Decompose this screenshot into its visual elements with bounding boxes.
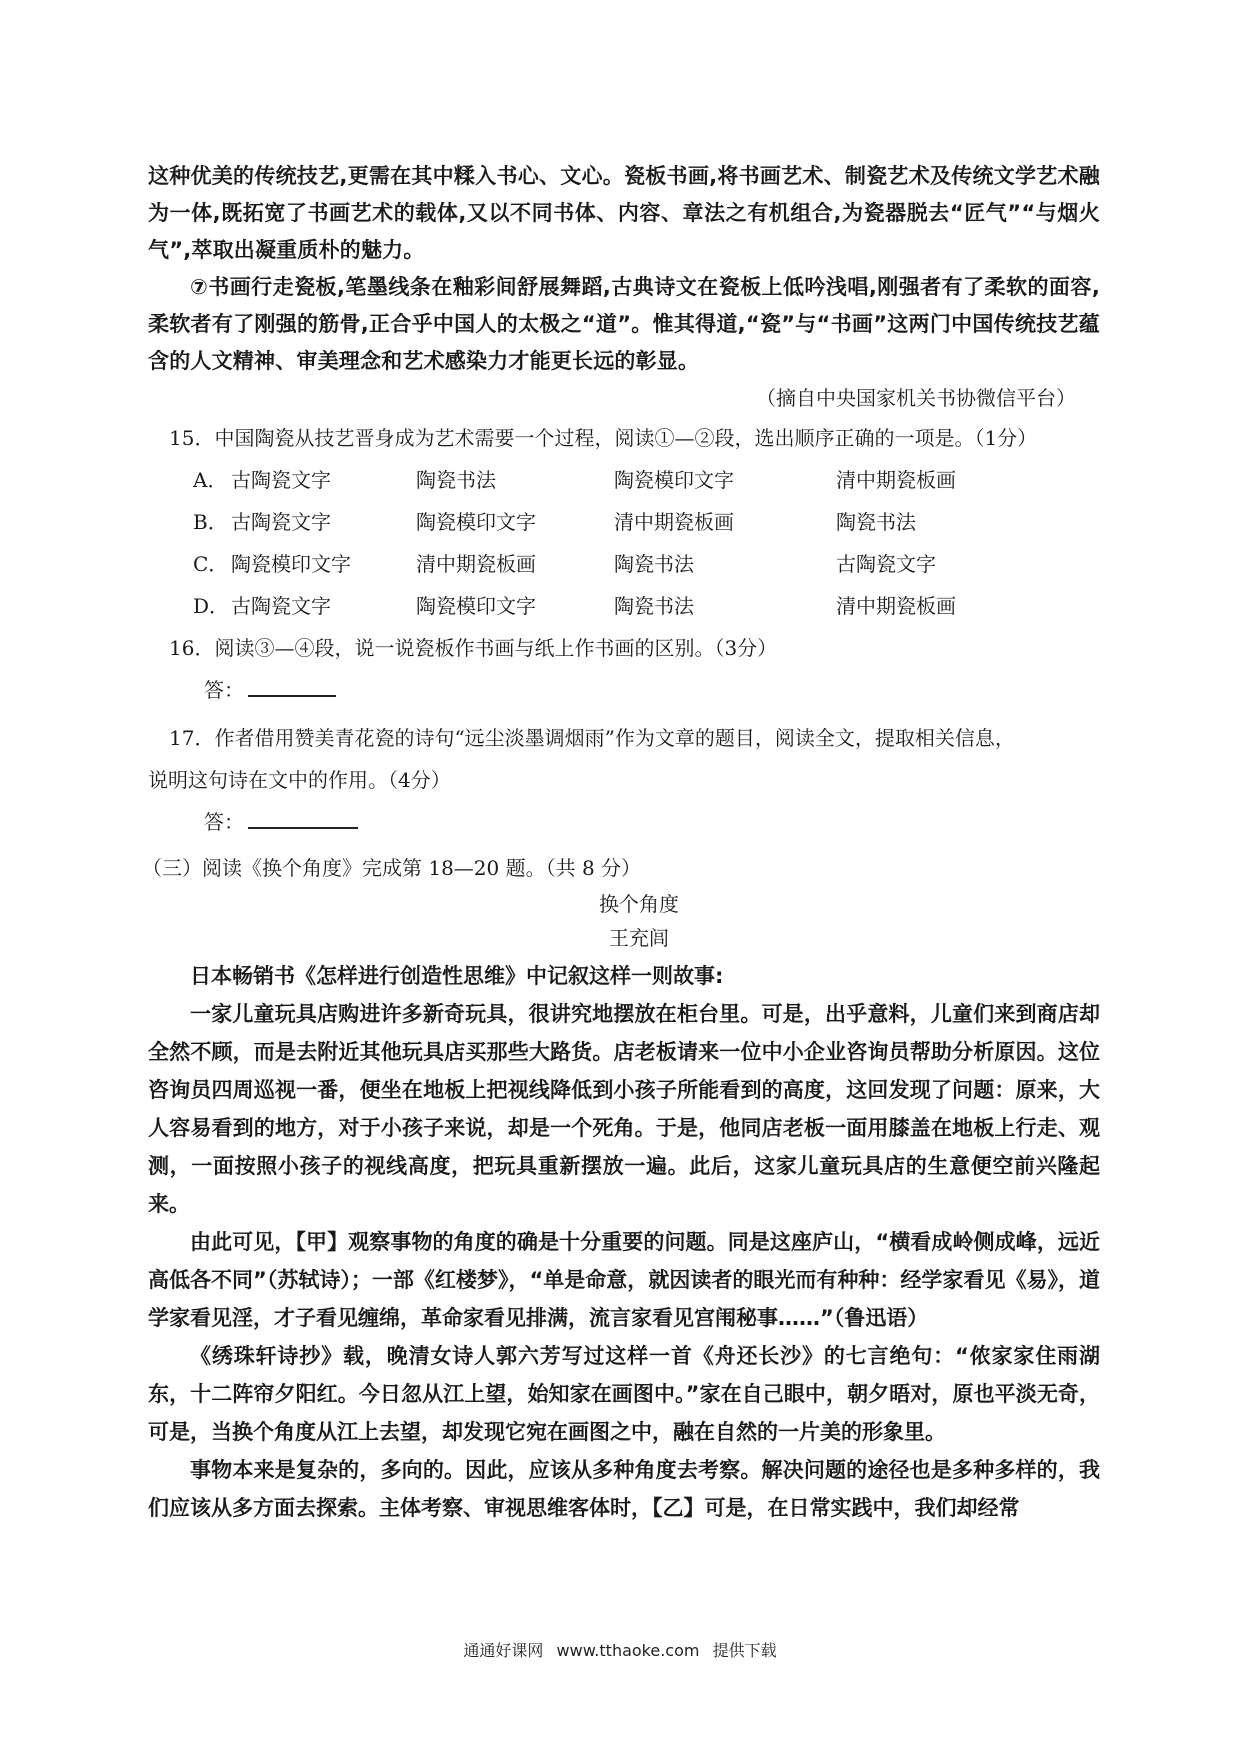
- question-17-line-1: 17．作者借用赞美青花瓷的诗句“远尘淡墨调烟雨”作为文章的题目，阅读全文，提取相关信息，: [169, 726, 1015, 750]
- option-letter: D．: [193, 594, 230, 618]
- option-item: 陶瓷书法: [836, 510, 916, 534]
- passage-source: （摘自中央国家机关书协微信平台）: [756, 386, 1076, 410]
- page-footer: [0, 1638, 1240, 1661]
- option-item: 古陶瓷文字: [836, 552, 936, 576]
- option-letter: B．: [193, 510, 228, 534]
- option-item: 清中期瓷板画: [416, 552, 536, 576]
- answer-blank[interactable]: [248, 805, 358, 829]
- footer-suffix: 提供下载: [712, 1641, 777, 1660]
- article-paragraph: 日本畅销书《怎样进行创造性思维》中记叙这样一则故事:: [190, 964, 724, 988]
- article-paragraph: 《绣珠轩诗抄》载，晚清女诗人郭六芳写过这样一首《舟还长沙》的七言绝句：“侬家家住雨湖东，十二阵帘夕阳红。今日忽从江上望，始知家在画图中。”家在自己眼中，朝夕晤对，原也平淡无奇，可是，当换个角度从江上去望，却发现它宛在画图之中，融在自然的一片美的形象里。: [148, 1344, 1100, 1444]
- question-16-stem: 16．阅读③—④段，说一说瓷板作书画与纸上作书画的区别。（3分）: [169, 636, 778, 660]
- option-item: 清中期瓷板画: [836, 594, 956, 618]
- option-item: 陶瓷模印文字: [614, 468, 734, 492]
- passage-paragraph-6: 这种优美的传统技艺,更需在其中糅入书心、文心。瓷板书画,将书画艺术、制瓷艺术及传统文学艺术融为一体,既拓宽了书画艺术的载体,又以不同书体、内容、章法之有机组合,为瓷器脱去“匠气”“与烟火气”,萃取出凝重质朴的魅力。: [148, 164, 1100, 262]
- article-paragraph: 由此可见，【甲】观察事物的角度的确是十分重要的问题。同是这座庐山，“横看成岭侧成峰，远近高低各不同”（苏轼诗）；一部《红楼梦》，“单是命意，就因读者的眼光而有种种：经学家看见《易》，道学家看见淫，才子看见缠绵，革命家看见排满，流言家看见宫闱秘事……”（鲁迅语）: [148, 1230, 1100, 1330]
- question-15-options: [148, 459, 1100, 627]
- option-d: [148, 585, 1100, 627]
- article-paragraph: 一家儿童玩具店购进许多新奇玩具，很讲究地摆放在柜台里。可是，出乎意料，儿童们来到商店却全然不顾，而是去附近其他玩具店买那些大路货。店老板请来一位中小企业咨询员帮助分析原因。这位咨询员四周巡视一番，便坐在地板上把视线降低到小孩子所能看到的高度，这回发现了问题：原来，大人容易看到的地方，对于小孩子来说，却是一个死角。于是，他同店老板一面用膝盖在地板上行走、观测，一面按照小孩子的视线高度，把玩具重新摆放一遍。此后，这家儿童玩具店的生意便空前兴隆起来。: [148, 1002, 1100, 1216]
- option-a: [148, 459, 1100, 501]
- question-17-stem: [148, 717, 1100, 801]
- article-title: 换个角度: [599, 892, 679, 916]
- option-item: 陶瓷书法: [416, 468, 496, 492]
- question-15-stem: 15．中国陶瓷从技艺晋身成为艺术需要一个过程，阅读①—②段，选出顺序正确的一项是。（1分）: [169, 426, 1038, 450]
- option-item: 陶瓷模印文字: [416, 594, 536, 618]
- option-item: 陶瓷模印文字: [231, 552, 351, 576]
- section-3-heading: （三）阅读《换个角度》完成第 18—20 题。（共 8 分）: [142, 856, 642, 880]
- option-item: 陶瓷书法: [614, 552, 694, 576]
- option-item: 陶瓷模印文字: [416, 510, 536, 534]
- document-content: [142, 158, 1100, 1527]
- option-c: [148, 543, 1100, 585]
- option-item: 清中期瓷板画: [614, 510, 734, 534]
- option-letter: C．: [193, 552, 229, 576]
- answer-label: 答：: [204, 810, 244, 834]
- question-17-line-2: 说明这句诗在文中的作用。（4分）: [148, 768, 451, 792]
- option-b: [148, 501, 1100, 543]
- footer-url[interactable]: www.tthaoke.com: [556, 1641, 700, 1660]
- option-item: 清中期瓷板画: [836, 468, 956, 492]
- answer-blank[interactable]: [248, 673, 336, 697]
- question-17-answer: [204, 801, 1100, 843]
- option-letter: A．: [193, 468, 228, 492]
- answer-label: 答：: [204, 678, 244, 702]
- option-item: 古陶瓷文字: [231, 468, 331, 492]
- option-item: 古陶瓷文字: [231, 594, 331, 618]
- article-paragraph: 事物本来是复杂的，多向的。因此，应该从多种角度去考察。解决问题的途径也是多种多样的，我们应该从多方面去探索。主体考察、审视思维客体时，【乙】可是，在日常实践中，我们却经常: [148, 1458, 1100, 1520]
- footer-site-name: 通通好课网: [463, 1641, 544, 1660]
- passage-paragraph-7: ⑦书画行走瓷板,笔墨线条在釉彩间舒展舞蹈,古典诗文在瓷板上低吟浅唱,刚强者有了柔软的面容,柔软者有了刚强的筋骨,正合乎中国人的太极之“道”。惟其得道,“瓷”与“书画”这两门中国传统技艺蕴含的人文精神、审美理念和艺术感染力才能更长远的彰显。: [148, 275, 1100, 373]
- article-author: 王充闾: [609, 926, 669, 950]
- question-16-answer: [204, 669, 1100, 711]
- option-item: 古陶瓷文字: [231, 510, 331, 534]
- option-item: 陶瓷书法: [614, 594, 694, 618]
